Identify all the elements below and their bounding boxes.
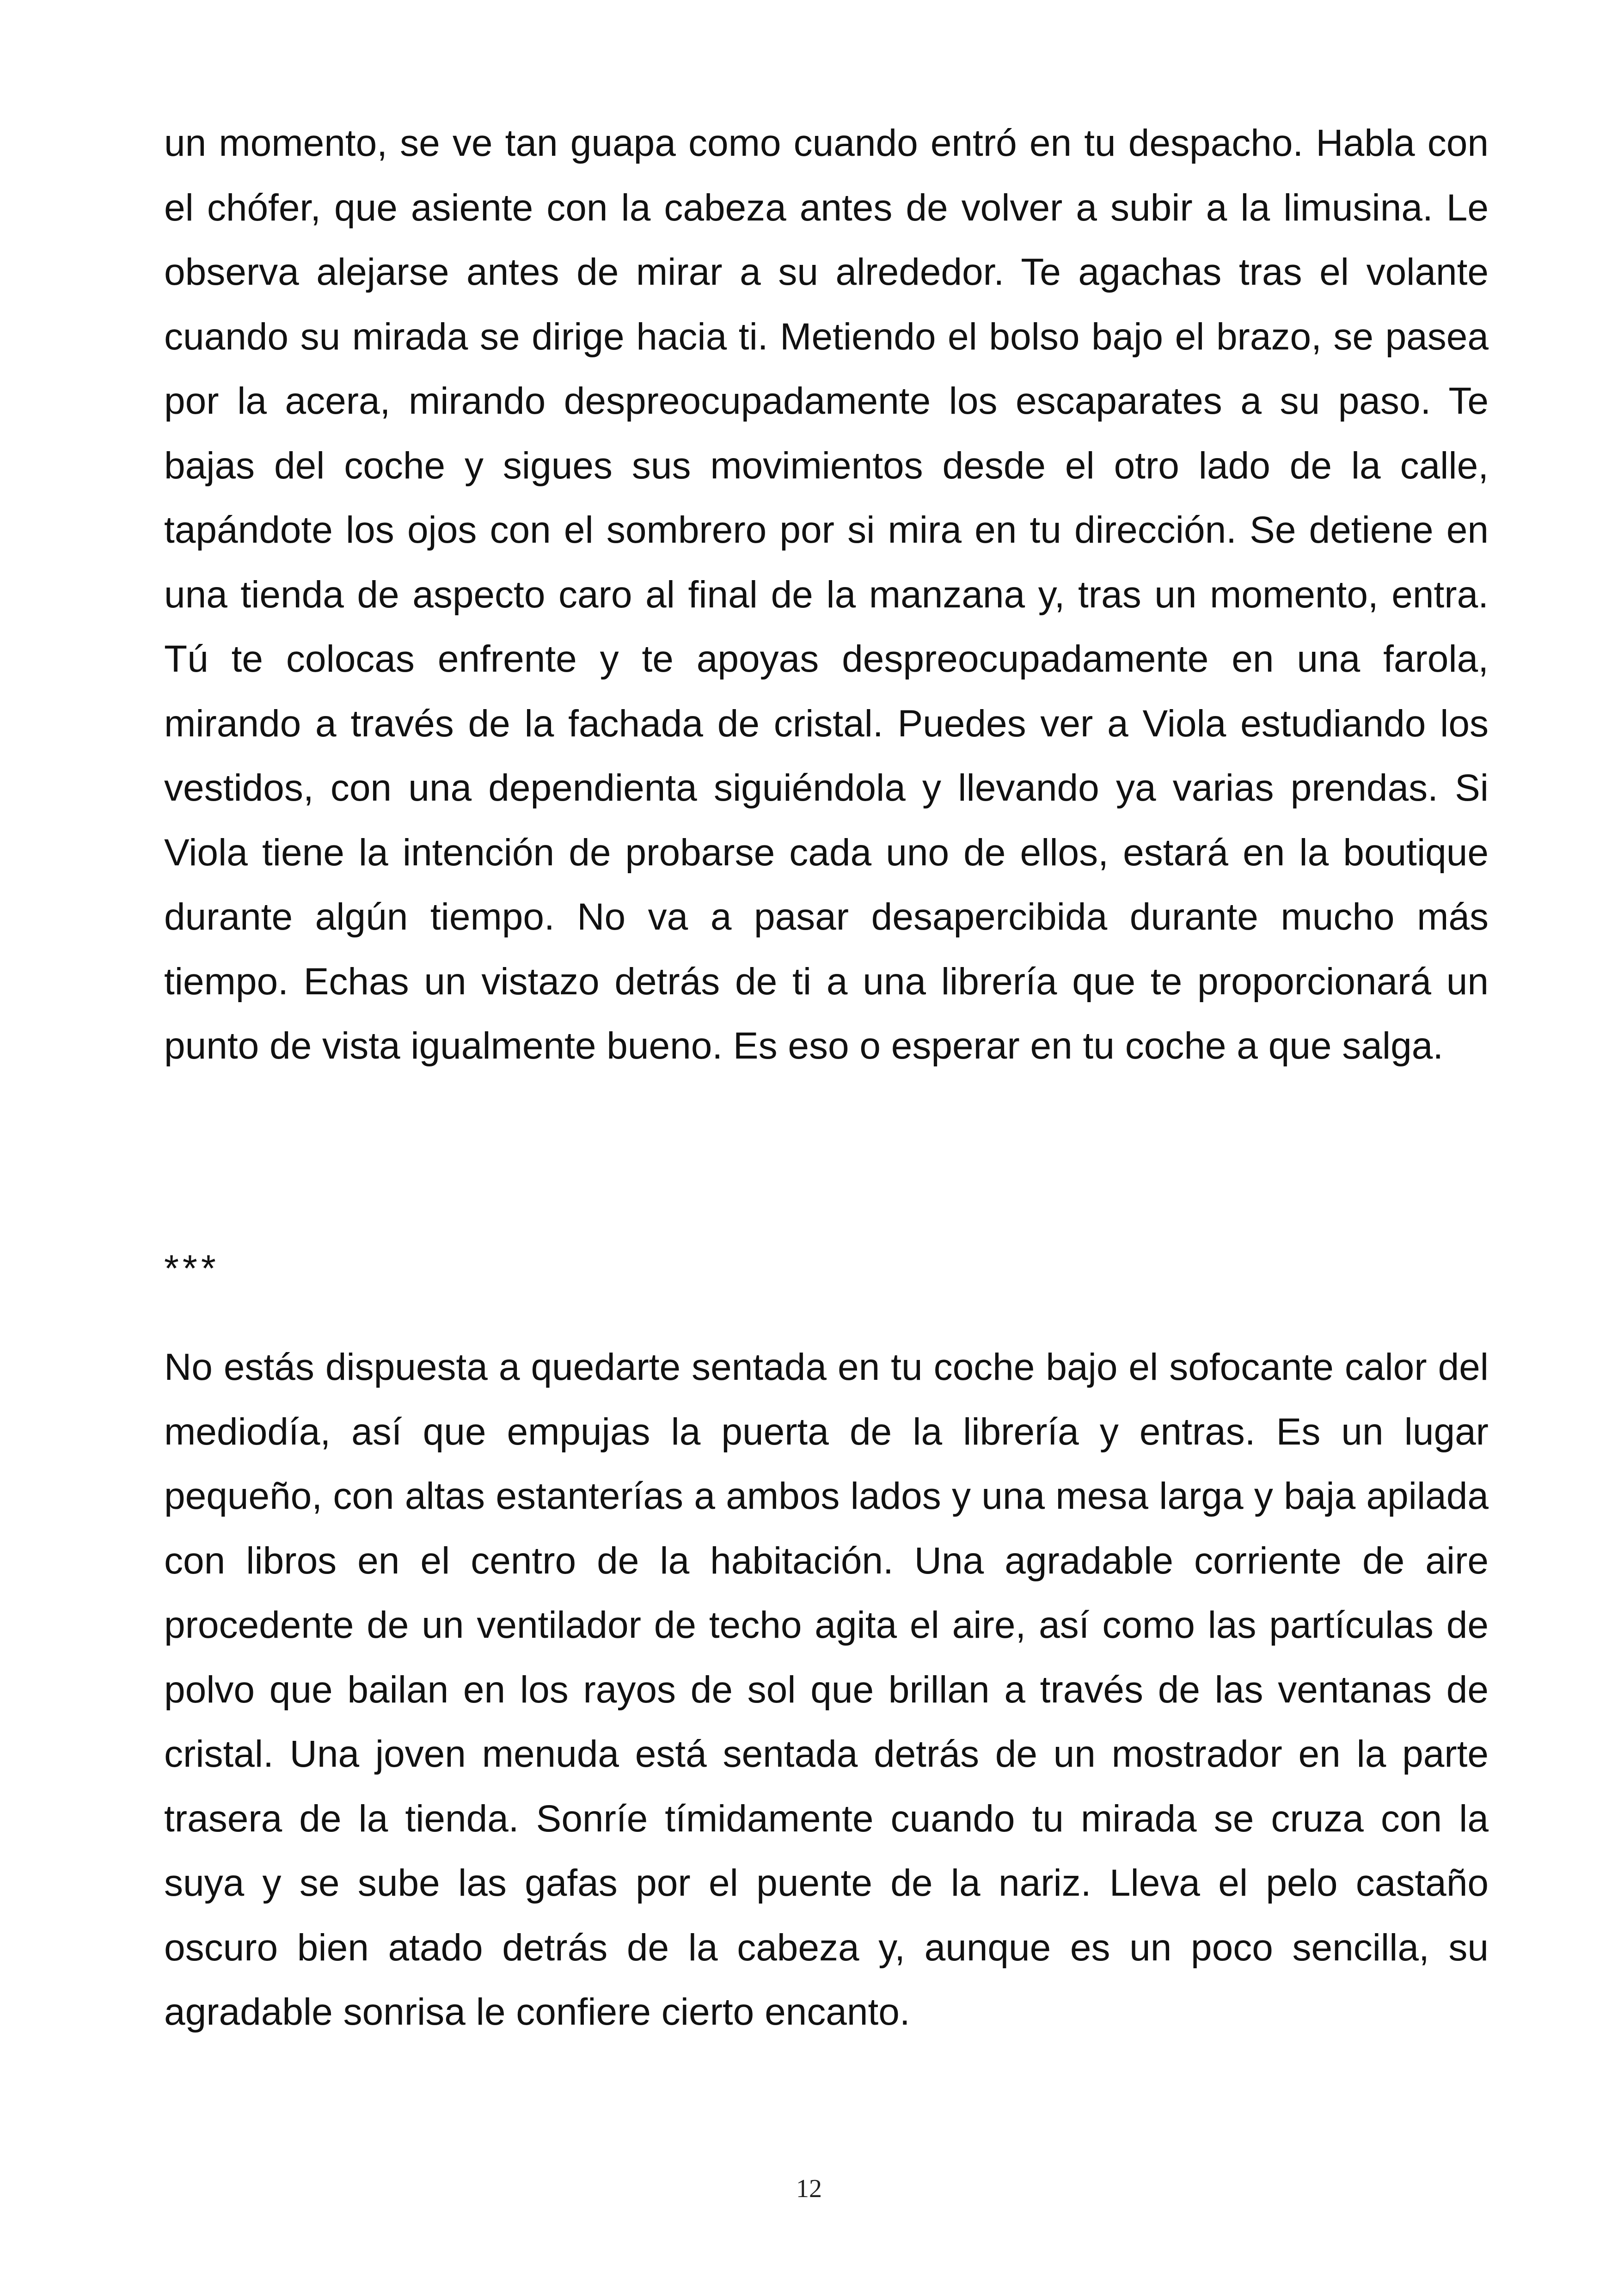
page-number: 12: [796, 2174, 822, 2203]
section-separator: ***: [164, 1248, 220, 1290]
body-paragraph-2: No estás dispuesta a quedarte sentada en tu coche bajo el sofocante calor del mediodía, así que empujas la puerta de la librería y entras. Es un lugar pequeño, con altas estanterías a ambos lados y una mesa larga y baja apilada con libros en el centro de la habitación. Una agradable corriente de aire procedente de un ventilador de techo agita el aire, así como las partículas de polvo que bailan en los rayos de sol que brillan a través de las ventanas de cristal. Una joven menuda está sentada detrás de un mostrador en la parte trasera de la tienda. Sonríe tímidamente cuando tu mirada se cruza con la suya y se sube las gafas por el puente de la nariz. Lleva el pelo castaño oscuro bien atado detrás de la cabeza y, aunque es un poco sencilla, su agradable sonrisa le confiere cierto encanto.: [164, 1346, 1489, 2033]
body-paragraph-1: un momento, se ve tan guapa como cuando entró en tu despacho. Habla con el chófer, que asiente con la cabeza antes de volver a subir a la limusina. Le observa alejarse antes de mirar a su alrededor. Te agachas tras el volante cuando su mirada se dirige hacia ti. Metiendo el bolso bajo el brazo, se pasea por la acera, mirando despreocupadamente los escaparates a su paso. Te bajas del coche y sigues sus movimientos desde el otro lado de la calle, tapándote los ojos con el sombrero por si mira en tu dirección. Se detiene en una tienda de aspecto caro al final de la manzana y, tras un momento, entra. Tú te colocas enfrente y te apoyas despreocupadamente en una farola, mirando a través de la fachada de cristal. Puedes ver a Viola estudiando los vestidos, con una dependienta siguiéndola y llevando ya varias prendas. Si Viola tiene la intención de probarse cada uno de ellos, estará en la boutique durante algún tiempo. No va a pasar desapercibida durante mucho más tiempo. Echas un vistazo detrás de ti a una librería que te proporcionará un punto de vista igualmente bueno. Es eso o esperar en tu coche a que salga.: [164, 122, 1489, 1067]
